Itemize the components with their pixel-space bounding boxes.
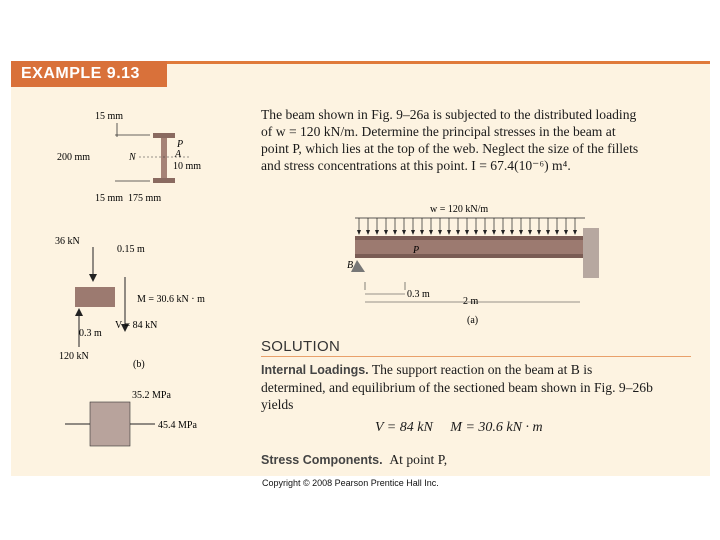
- dist-top: 0.15 m: [117, 244, 145, 255]
- stress-components-text: At point P,: [389, 452, 448, 467]
- load-arrow-group: [357, 218, 577, 235]
- load-arrowhead: [429, 230, 433, 235]
- internal-loadings-line: yields: [261, 397, 294, 412]
- shear-label: V = 84 kN: [115, 320, 158, 331]
- top-flange-dim: 15 mm: [95, 111, 124, 122]
- load-arrowhead: [474, 230, 478, 235]
- p-label-beam: P: [413, 245, 420, 256]
- load-arrowhead: [519, 230, 523, 235]
- stress-components-line: [261, 451, 693, 469]
- free-body-figure: [55, 232, 235, 372]
- caption-b: (b): [133, 359, 145, 370]
- a-label: A: [175, 149, 182, 160]
- stress-element: [90, 402, 130, 446]
- load-arrowhead: [411, 230, 415, 235]
- stress-components-lead: Stress Components.: [261, 453, 383, 467]
- load-arrowhead: [456, 230, 460, 235]
- span-dim: 2 m: [463, 296, 479, 307]
- p-label: P: [177, 139, 184, 150]
- cross-section-figure: [55, 105, 215, 205]
- side-stress: 45.4 MPa: [158, 420, 197, 431]
- example-heading: EXAMPLE 9.13: [11, 61, 167, 87]
- b-label: B: [347, 260, 354, 271]
- load-arrowhead: [492, 230, 496, 235]
- dist-bottom: 0.3 m: [79, 328, 102, 339]
- force-top: 36 kN: [55, 236, 80, 247]
- problem-line: point P, which lies at the top of the web. Neglect the size of the fillets: [261, 141, 639, 156]
- force-bottom: 120 kN: [59, 351, 89, 362]
- top-flange: [153, 133, 175, 138]
- load-label: w = 120 kN/m: [430, 204, 489, 215]
- wall-support: [583, 228, 599, 278]
- beam-top-flange: [355, 236, 585, 240]
- load-arrowhead: [393, 230, 397, 235]
- web: [161, 138, 167, 178]
- load-arrowhead: [420, 230, 424, 235]
- internal-loadings-text: The support reaction on the beam at B is: [371, 362, 593, 377]
- top-stress: 35.2 MPa: [132, 390, 171, 401]
- beam-segment: [75, 287, 115, 307]
- web-dim: 10 mm: [173, 161, 202, 172]
- internal-loadings-line: [261, 361, 693, 379]
- internal-loadings-lead: Internal Loadings.: [261, 363, 369, 377]
- load-arrowhead: [501, 230, 505, 235]
- caption-a: (a): [467, 315, 479, 326]
- load-arrowhead: [546, 230, 550, 235]
- problem-line: and stress concentrations at this point. I = 67.4(10⁻⁶) m⁴.: [261, 158, 571, 173]
- load-arrowhead: [357, 230, 361, 235]
- load-arrowhead: [555, 230, 559, 235]
- problem-line: of w = 120 kN/m. Determine the principal stresses in the beam at: [261, 124, 616, 139]
- beam-figure: [335, 198, 605, 328]
- bottom-flange: [153, 178, 175, 183]
- load-arrowhead: [465, 230, 469, 235]
- moment-label: M = 30.6 kN · m: [137, 294, 205, 305]
- internal-loadings-line: determined, and equilibrium of the sectioned beam shown in Fig. 9–26b: [261, 380, 653, 395]
- load-arrowhead: [573, 230, 577, 235]
- load-arrowhead: [375, 230, 379, 235]
- solution-title: SOLUTION: [261, 338, 341, 355]
- solution-rule: [261, 356, 691, 357]
- height-dim: 200 mm: [57, 152, 91, 163]
- load-arrowhead: [510, 230, 514, 235]
- load-arrowhead: [438, 230, 442, 235]
- load-arrowhead: [537, 230, 541, 235]
- problem-line: The beam shown in Fig. 9–26a is subjected to the distributed loading: [261, 107, 637, 122]
- bottom-dims: 15 mm 175 mm: [95, 193, 162, 204]
- load-arrowhead: [483, 230, 487, 235]
- problem-statement: [261, 106, 693, 174]
- stress-components-row: [261, 451, 693, 469]
- load-arrowhead: [402, 230, 406, 235]
- load-arrowhead: [447, 230, 451, 235]
- load-arrowhead: [564, 230, 568, 235]
- loading-equation: V = 84 kN M = 30.6 kN · m: [375, 420, 543, 435]
- stress-element-figure: [60, 388, 230, 458]
- load-arrowhead: [366, 230, 370, 235]
- copyright-notice: Copyright © 2008 Pearson Prentice Hall Inc.: [262, 478, 439, 488]
- internal-loadings-paragraph: [261, 361, 693, 413]
- load-arrowhead: [528, 230, 532, 235]
- small-dist: 0.3 m: [407, 289, 430, 300]
- beam-bottom-flange: [355, 254, 585, 258]
- load-arrowhead: [384, 230, 388, 235]
- na-label: N: [129, 152, 136, 163]
